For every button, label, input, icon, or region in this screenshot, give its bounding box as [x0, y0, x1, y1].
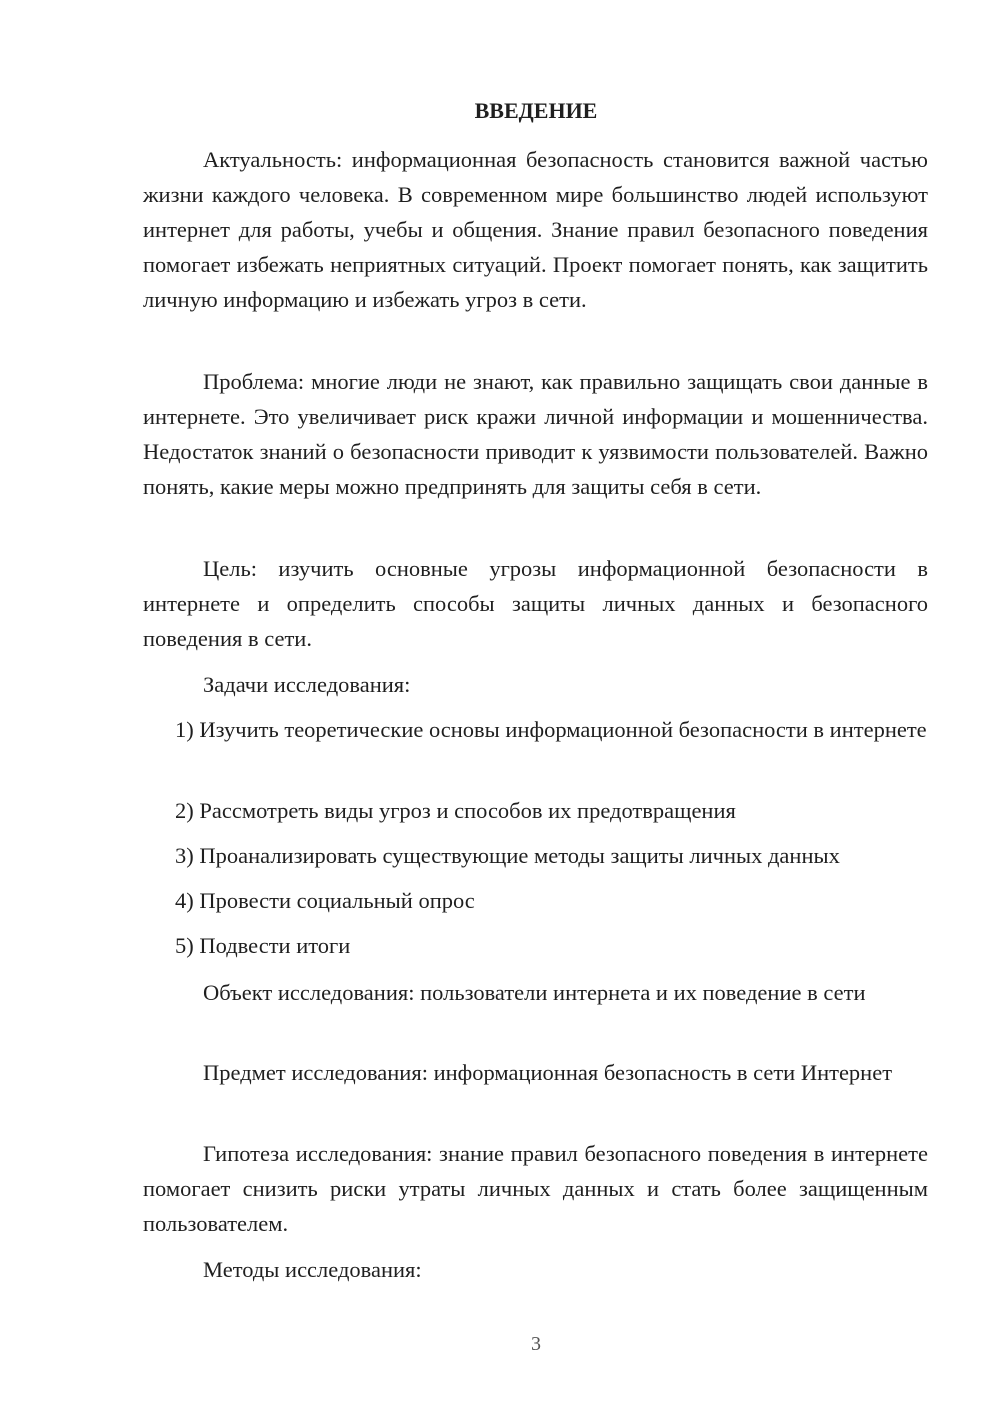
paragraph-problem: Проблема: многие люди не знают, как правильно защищать свои данные в интернете. Это увеличивает риск кражи личной информации и мошенничества. Недостаток знаний о безопасности приводит к уязвимости пользователей. Важно понять, какие меры можно предпринять для защиты себя в сети.	[143, 369, 928, 499]
paragraph-hypothesis: Гипотеза исследования: знание правил безопасного поведения в интернете помогает снизить риски утраты личных данных и стать более защищенным пользователем.	[143, 1141, 928, 1236]
task-item: 5) Подвести итоги	[175, 933, 351, 958]
paragraph-goal: Цель: изучить основные угрозы информационной безопасности в интернете и определить способы защиты личных данных и безопасного поведения в сети.	[143, 556, 928, 651]
page-number: 3	[531, 1333, 541, 1355]
paragraph-subject: Предмет исследования: информационная безопасность в сети Интернет	[203, 1060, 893, 1085]
task-item: 3) Проанализировать существующие методы защиты личных данных	[175, 843, 840, 868]
methods-title: Методы исследования:	[203, 1257, 422, 1282]
section-heading: ВВЕДЕНИЕ	[474, 98, 598, 123]
task-item: 1) Изучить теоретические основы информационной безопасности в интернете	[175, 717, 927, 742]
task-item: 4) Провести социальный опрос	[175, 888, 475, 913]
paragraph-object: Объект исследования: пользователи интернета и их поведение в сети	[203, 980, 866, 1005]
task-item: 2) Рассмотреть виды угроз и способов их предотвращения	[175, 798, 736, 823]
tasks-title: Задачи исследования:	[203, 672, 411, 697]
paragraph-relevance: Актуальность: информационная безопасность становится важной частью жизни каждого человека. В современном мире большинство людей используют интернет для работы, учебы и общения. Знание правил безопасного поведения помогает избежать неприятных ситуаций. Проект помогает понять, как защитить личную информацию и избежать угроз в сети.	[143, 147, 928, 312]
